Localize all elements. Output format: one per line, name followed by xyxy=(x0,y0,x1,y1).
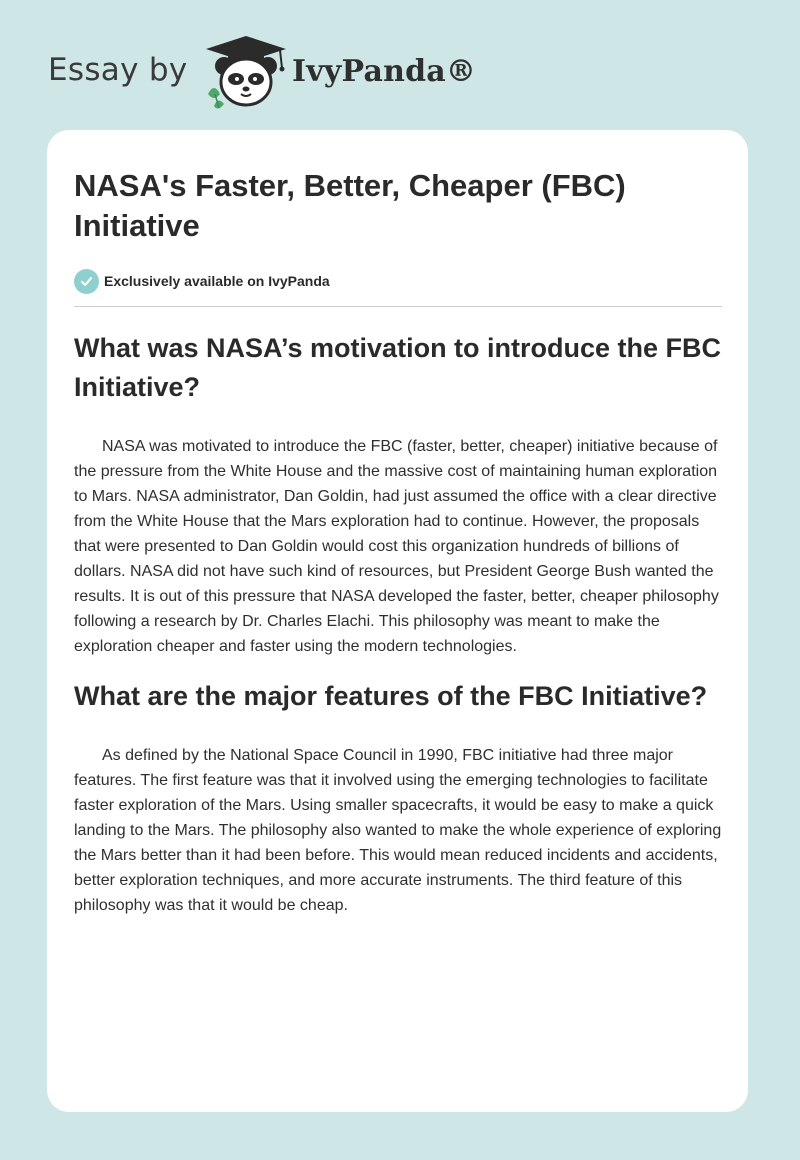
essay-card xyxy=(47,130,748,1112)
section-paragraph-motivation: NASA was motivated to introduce the FBC (faster, better, cheaper) initiative because of the pressure from the White House and the massive cost of maintaining human exploration to Mars. NASA administrator, Dan Goldin, had just assumed the office with a clear directive from the White House that the Mars exploration had to continue. However, the proposals that were presented to Dan Goldin would cost this organization hundreds of billions of dollars. NASA did not have such kind of resources, but President George Bush wanted the results. It is out of this pressure that NASA developed the faster, better, cheaper philosophy following a research by Dr. Charles Elachi. This philosophy was meant to make the exploration cheaper and faster using the modern technologies. xyxy=(74,438,719,655)
section-heading-features: What are the major features of the FBC Initiative? xyxy=(74,681,708,711)
section-paragraph-features: As defined by the National Space Council in 1990, FBC initiative had three major features. The first feature was that it involved using the emerging technologies to facilitate faster exploration of the Mars. Using smaller spacecrafts, it would be easy to make a quick landing to the Mars. The philosophy also wanted to make the whole experience of exploring the Mars better than it had been before. This would mean reduced incidents and accidents, better exploration techniques, and more accurate instruments. The third feature of this philosophy was that it would be cheap. xyxy=(74,747,722,914)
essay-by-label: Essay by xyxy=(48,52,188,88)
section-heading-motivation: What was NASA’s motivation to introduce the FBC Initiative? xyxy=(74,333,722,402)
panda-logo-icon[interactable] xyxy=(202,34,290,110)
exclusive-badge xyxy=(74,268,722,294)
exclusive-badge-label: Exclusively available on IvyPanda xyxy=(104,273,330,289)
page-title: NASA's Faster, Better, Cheaper (FBC) Initiative xyxy=(74,168,626,243)
ivypanda-brand-name[interactable]: IvyPanda® xyxy=(292,54,477,89)
title-divider xyxy=(74,306,722,307)
essay-content xyxy=(74,130,722,918)
site-header xyxy=(48,34,477,110)
check-icon xyxy=(74,269,99,294)
